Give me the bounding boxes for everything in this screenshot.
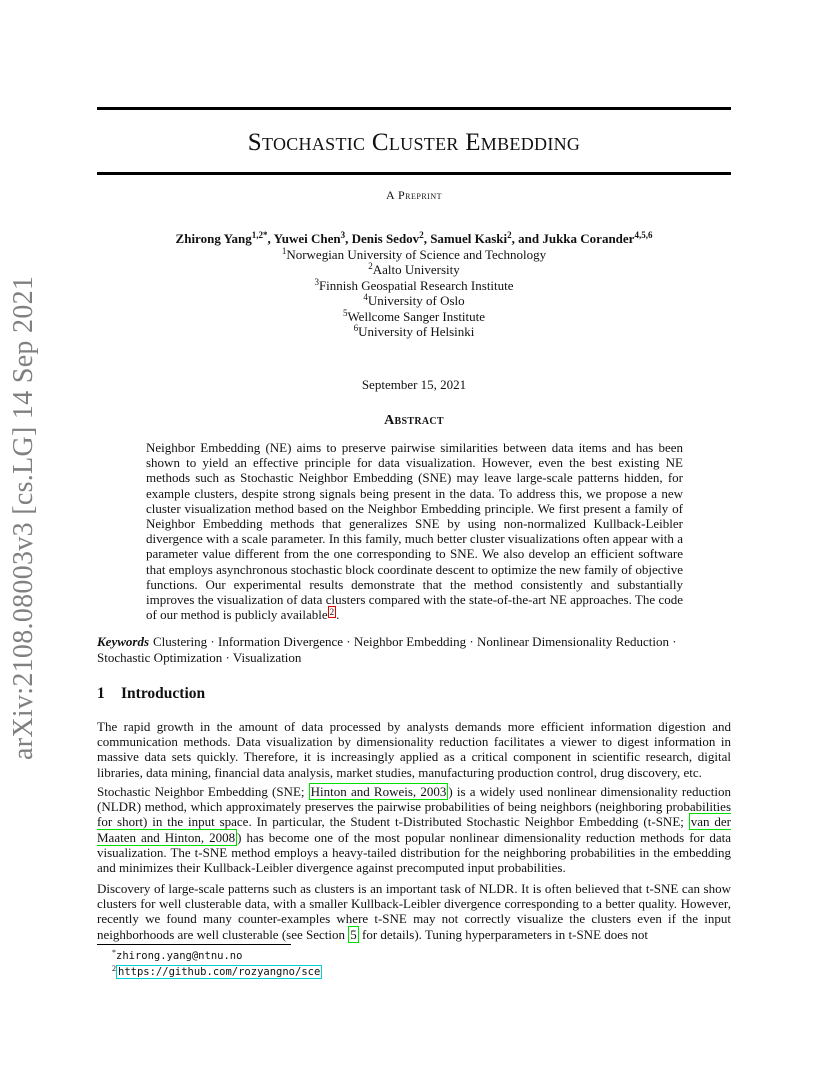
- title-rule-bottom: [97, 172, 731, 175]
- arxiv-side-label: arXiv:2108.08003v3 [cs.LG] 14 Sep 2021: [8, 275, 39, 760]
- author-affil-number: 2: [507, 230, 512, 240]
- author-name: Zhirong Yang: [175, 231, 252, 246]
- footnote-link[interactable]: 2: [329, 607, 335, 618]
- title-rule-top: [97, 107, 731, 110]
- email-link[interactable]: zhirong.yang@ntnu.no: [116, 950, 243, 962]
- footnotes: [112, 949, 322, 980]
- section-ref-link[interactable]: 5: [350, 926, 357, 942]
- footnote: *zhirong.yang@ntnu.no: [112, 948, 243, 962]
- author-name: Yuwei Chen: [273, 231, 341, 246]
- url-link[interactable]: https://github.com/rozyangno/sce: [118, 965, 321, 978]
- keywords-list: Clustering · Information Divergence · Neighbor Embedding · Nonlinear Dimensionality Reduction · Stochastic Optimization · Visualization: [97, 634, 677, 665]
- footnote-rule: [97, 944, 291, 945]
- affiliation: $^6$University of Helsinki: [353, 323, 475, 340]
- keywords-label: Keywords: [97, 634, 149, 649]
- affiliation: $^1$Norwegian University of Science and Technology: [281, 246, 547, 262]
- footnote: $^2$ https://github.com/rozyangno/sce: [112, 963, 321, 978]
- affiliation: $^5$Wellcome Sanger Institute: [342, 307, 486, 324]
- keywords: [97, 634, 731, 665]
- author-affil-number: 4,5,6: [634, 230, 653, 240]
- author-list: Zhirong Yang$^{1,2*}$, Yuwei Chen$^3$, Denis Sedov$^2$, Samuel Kaski$^2$, and Jukka Corander$^{4,5,6}$: [175, 230, 653, 246]
- preprint-label: A Preprint: [385, 188, 442, 202]
- affiliation: $^2$Aalto University: [368, 261, 460, 278]
- author-affil-number: 1,2: [251, 230, 264, 240]
- affiliation: $^3$Finnish Geospatial Research Institute: [314, 276, 514, 293]
- paragraph: Discovery of large-scale patterns such as clusters is an important task of NLDR. It is often believed that t-SNE can show clusters for well clusterable data, with a smaller Kullback-Leibler divergence corresponding to a better quality. However, recently we found many counter-examples where t-SNE may not correctly visualize the clusters even if the input neighborhoods are well clusterable (see Section 5 for details). Tuning hyperparameters in t-SNE does not: [97, 881, 731, 942]
- author-name: Denis Sedov: [351, 231, 420, 246]
- author-name: Samuel Kaski: [430, 231, 508, 246]
- citation-link[interactable]: Hinton and Roweis, 2003: [310, 784, 447, 799]
- affiliation-list: [97, 247, 731, 339]
- publication-date: September 15, 2021: [361, 377, 467, 392]
- affiliation: $^4$University of Oslo: [363, 292, 465, 309]
- author-affil-number: 3: [340, 230, 346, 240]
- abstract-text: Neighbor Embedding (NE) aims to preserve pairwise similarities between data items and has been shown to yield an effective principle for data visualization. However, even the best existing NE methods such as Stochastic Neighbor Embedding (SNE) may leave large-scale patterns hidden, for example clusters, despite strong signals being present in the data. To address this, we propose a new cluster visualization method based on the Neighbor Embedding principle. We first present a family of Neighbor Embedding methods that generalizes SNE by using non-normalized Kullback-Leibler divergence with a scale parameter. In this family, much better cluster visualizations often appear with a parameter value different from the one corresponding to SNE. We also develop an efficient software that employs asynchronous stochastic block coordinate descent to optimize the new family of objective functions. Our experimental results demonstrate that the method consistently and substantially improves the visualization of data clusters compared with the state-of-the-art NE approaches. The code of our method is publicly available $^2$ .: [146, 440, 683, 623]
- abstract-heading: Abstract: [384, 413, 444, 428]
- author-name: Jukka Corander: [542, 231, 635, 246]
- author-footnote-mark[interactable]: *: [263, 230, 268, 240]
- author-affil-number: 2: [419, 230, 424, 240]
- paragraph: The rapid growth in the amount of data processed by analysts demands more efficient information digestion and communication methods. Data visualization by dimensionality reduction facilitates a viewer to digest information in massive data sets quickly. Therefore, it is increasingly applied as a critical component in scientific research, digital libraries, data mining, financial data analysis, market studies, manufacturing production control, drug discovery, etc.: [97, 719, 731, 780]
- citation-link[interactable]: van der Maaten and Hinton, 2008: [97, 814, 731, 845]
- paragraph: Stochastic Neighbor Embedding (SNE; Hinton and Roweis, 2003 ) is a widely used nonlinear dimensionality reduction (NLDR) method, which approximately preserves the pairwise probabilities of being neighbors (neighboring probabilities for short) in the input space. In particular, the Student t-Distributed Stochastic Neighbor Embedding (t-SNE; van der Maaten and Hinton, 2008 ) has become one of the most popular nonlinear dimensionality reduction methods for data visualization. The t-SNE method employs a heavy-tailed distribution for the neighboring probabilities in the embedding and minimizes their Kullback-Leibler divergence against precomputed input probabilities.: [97, 784, 732, 876]
- paper-title: Stochastic Cluster Embedding: [247, 129, 581, 156]
- section-heading: 1 Introduction: [97, 685, 206, 702]
